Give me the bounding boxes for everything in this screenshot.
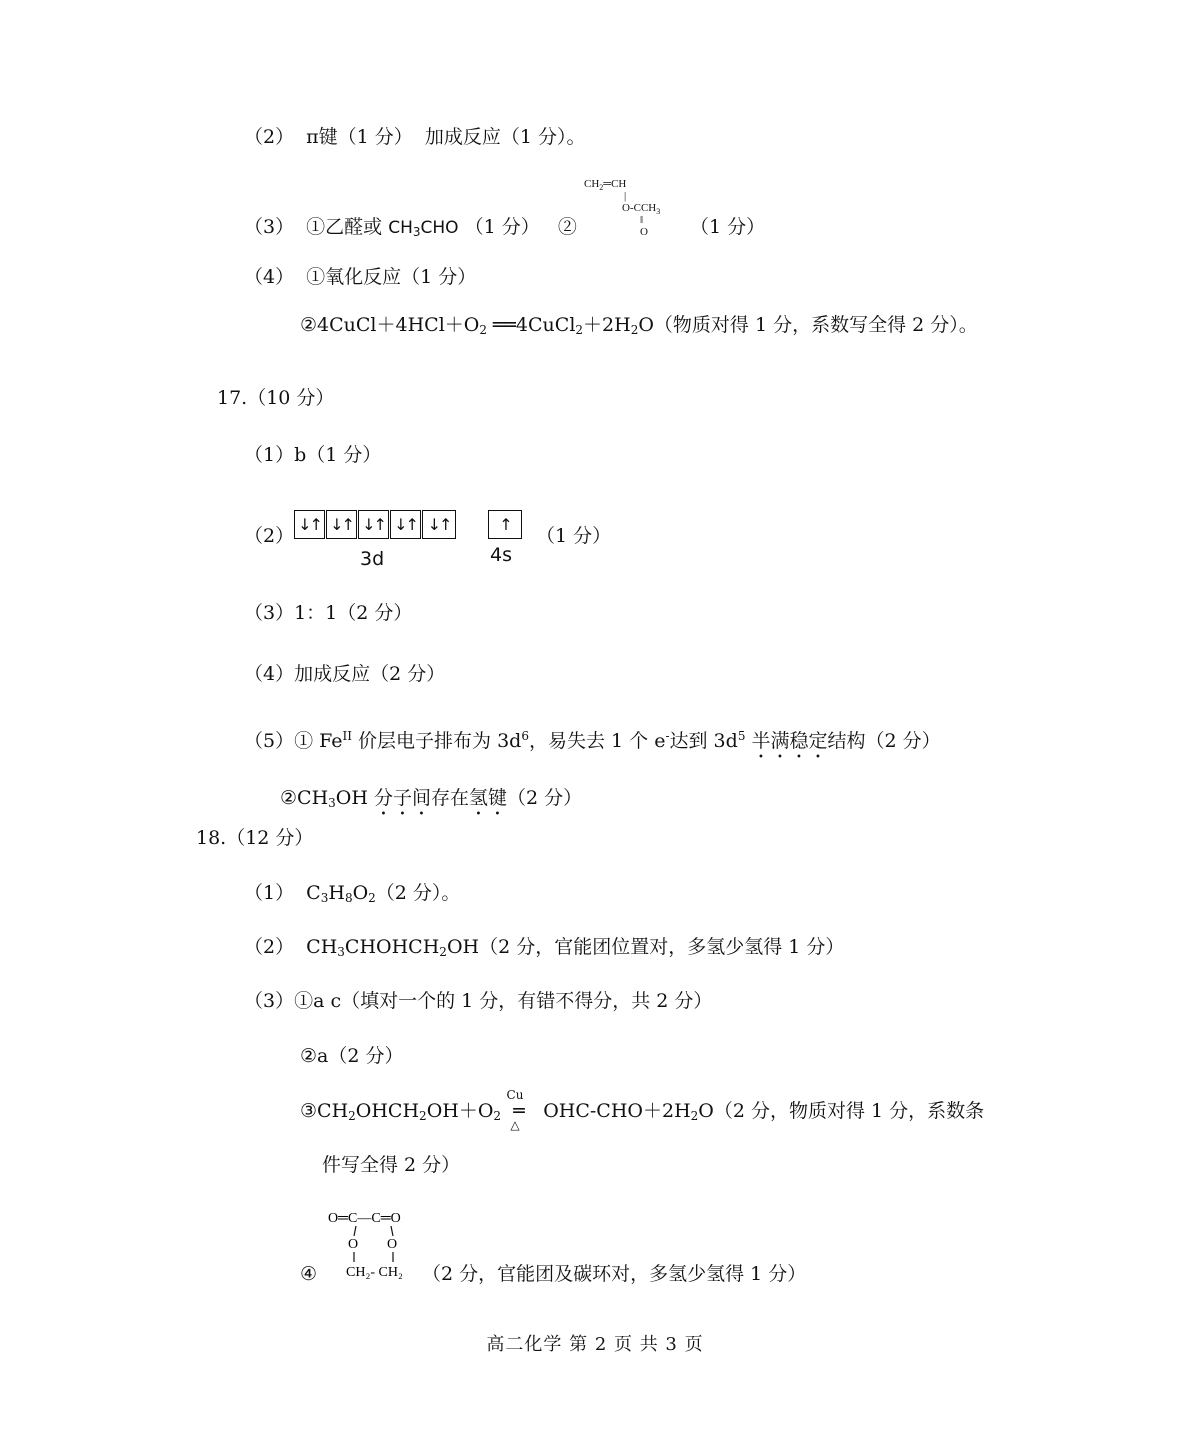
q16-part2: （2） π键（1 分） 加成反应（1 分）。 — [244, 126, 586, 148]
orbital-3d-box: ↓↑ — [358, 510, 389, 539]
orbital-3d-box: ↓↑ — [294, 510, 325, 539]
q17-part3: （3）1：1（2 分） — [244, 602, 413, 624]
orbital-3d-box: ↓↑ — [422, 510, 456, 539]
q18-part1: （1） $C_3H_8O_2(2$ 分）。 — [244, 882, 461, 905]
q17-part2-label: （2） — [244, 525, 295, 547]
q16-part4-2: $②4CuCl+4HCl+O_2$ $══4CuCl_2+2H_2O$（物质对得 1 分，系数写全得 2 分）。 — [300, 314, 978, 337]
q17-part1: （1）b（1 分） — [244, 444, 382, 466]
q18-part2: （2） $CH_3CHOHCH_2OH(2$ 分，官能团位置对，多氢少氢得 1 分） — [244, 936, 845, 959]
orbital-diagram — [294, 510, 524, 570]
q18-part3-4: （2 分，官能团及碳环对，多氢少氢得 1 分） — [422, 1263, 807, 1285]
q18-part3-4-num: ④ — [300, 1263, 318, 1285]
orbital-3d-box: ↓↑ — [390, 510, 421, 539]
q17-part5-2: $②CH_3OH$ 分子间存在氢键（2 分） — [280, 787, 583, 810]
q16-part3: （3） ①乙醛或 $CH_3CHO$ （1 分） ② — [244, 216, 577, 239]
orbital-3d-box: ↓↑ — [326, 510, 357, 539]
q16-part3-score: （1 分） — [690, 216, 766, 238]
reaction-heat: △ — [510, 1118, 520, 1132]
orbital-3d-label: 3d — [360, 548, 385, 570]
q18-part3-2: ②a（2 分） — [300, 1045, 404, 1067]
q18-heading: 18.（12 分） — [196, 827, 314, 849]
q18-part3-1: （3）①a c（填对一个的 1 分，有错不得分，共 2 分） — [244, 990, 713, 1012]
structure-text: O═C—C═O — [328, 1211, 401, 1226]
structure-text: O — [387, 1237, 398, 1252]
q16-part4-1: （4） ①氧化反应（1 分） — [244, 266, 477, 288]
cyclic-ester-structure — [326, 1206, 426, 1282]
orbital-4s-box: ↑ — [488, 510, 522, 539]
q18-part3-3: $③CH_2OHCH_2OH+O_2$ ═ OHC-$CHO+2H_2O(2$ 分，物质对得 1 分，系数条 — [300, 1100, 985, 1123]
vinyl-acetate-structure: $CH_2═CH$ | $O-CCH_3$ ‖ O — [584, 178, 661, 238]
q18-part3-3-cont: 件写全得 2 分） — [322, 1154, 461, 1176]
orbital-4s-label: 4s — [490, 544, 512, 566]
q17-part2-score: （1 分） — [536, 525, 612, 547]
q17-heading: 17.（10 分） — [217, 387, 335, 409]
q17-part4: （4）加成反应（2 分） — [244, 663, 446, 685]
structure-text: CH₂- CH₂ — [346, 1265, 403, 1280]
q17-part5-1: （5）① $Fe^{II}$ 价层电子排布为 $3d^6$，易失去 1 个 e-达到 $3d^5$ 半满稳定结构（2 分） — [244, 729, 941, 752]
page-footer: 高二化学 第 2 页 共 3 页 — [486, 1334, 704, 1355]
structure-text: O — [348, 1237, 359, 1252]
reaction-catalyst: Cu — [506, 1088, 524, 1102]
